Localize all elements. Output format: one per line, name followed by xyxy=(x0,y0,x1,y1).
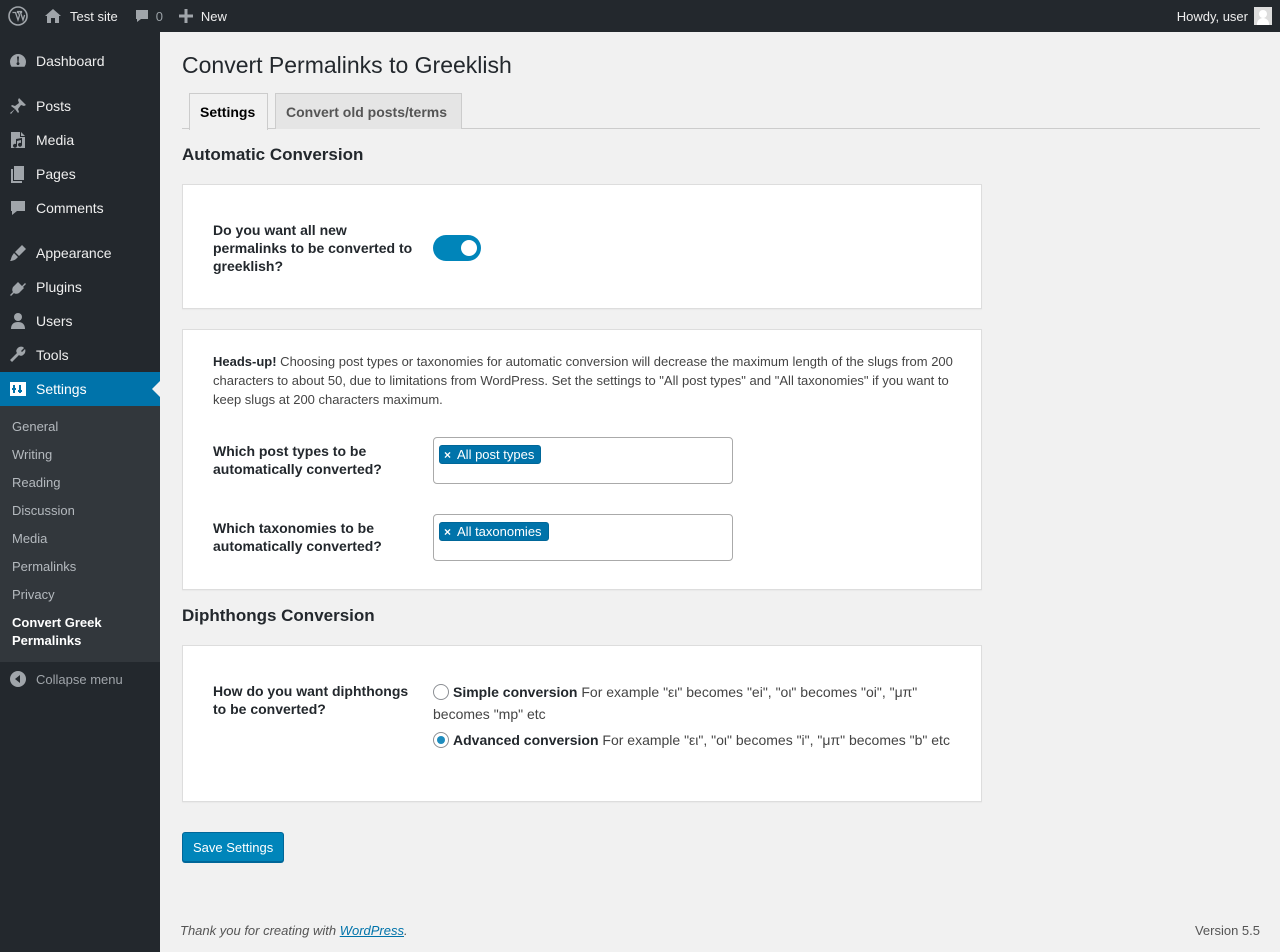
sidebar-item-label: Appearance xyxy=(36,245,112,261)
footer-version: Version 5.5 xyxy=(1194,923,1260,938)
new-label: New xyxy=(200,8,227,24)
comment-icon xyxy=(134,8,150,24)
advanced-conversion-radio[interactable] xyxy=(433,732,449,748)
taxonomies-chip-label: All taxonomies xyxy=(457,524,542,539)
advanced-conversion-title: Advanced conversion xyxy=(453,732,599,748)
taxonomies-select[interactable] xyxy=(433,514,733,561)
sidebar-item-label: Users xyxy=(36,313,73,329)
sidebar-item-comments[interactable] xyxy=(0,191,160,225)
admin-bar xyxy=(0,0,1280,32)
sidebar-item-pages[interactable] xyxy=(0,157,160,191)
auto-convert-label: Do you want all new permalinks to be converted to greeklish? xyxy=(213,222,413,274)
nav-tabs xyxy=(182,93,1260,129)
tab-convert-old-posts[interactable]: Convert old posts/terms xyxy=(275,93,462,129)
submenu-convert-greek-permalinks[interactable]: Convert Greek Permalinks xyxy=(12,615,102,648)
taxonomies-label: Which taxonomies to be automatically converted? xyxy=(213,520,382,554)
submenu-permalinks[interactable]: Permalinks xyxy=(12,559,77,574)
heads-up-strong: Heads-up! xyxy=(213,354,277,369)
home-icon xyxy=(44,8,62,24)
simple-conversion-radio[interactable] xyxy=(433,684,449,700)
plug-icon xyxy=(0,277,36,297)
taxonomies-chip[interactable] xyxy=(439,522,549,541)
sidebar-item-users[interactable] xyxy=(0,304,160,338)
sidebar-item-label: Tools xyxy=(36,347,69,363)
save-settings-button[interactable]: Save Settings xyxy=(182,832,284,862)
pages-icon xyxy=(0,164,36,184)
user-icon xyxy=(0,311,36,331)
site-name: Test site xyxy=(70,8,118,24)
post-types-chip-label: All post types xyxy=(457,447,535,462)
collapse-menu-button[interactable] xyxy=(0,666,160,692)
toggle-knob xyxy=(461,240,477,256)
howdy-text: Howdy, user xyxy=(1176,8,1248,24)
sidebar-item-label: Dashboard xyxy=(36,53,105,69)
footer-thanks-prefix: Thank you for creating with xyxy=(180,923,340,938)
simple-conversion-title: Simple conversion xyxy=(453,684,578,700)
auto-convert-toggle[interactable] xyxy=(433,235,481,261)
remove-chip-icon[interactable]: × xyxy=(444,447,452,462)
avatar xyxy=(1254,7,1272,25)
comment-icon xyxy=(0,198,36,218)
sidebar-item-media[interactable] xyxy=(0,123,160,157)
sidebar-item-posts[interactable] xyxy=(0,89,160,123)
diphthongs-heading: Diphthongs Conversion xyxy=(182,606,375,625)
submenu-discussion[interactable]: Discussion xyxy=(12,503,75,518)
sidebar-item-label: Pages xyxy=(36,166,76,182)
automatic-conversion-heading: Automatic Conversion xyxy=(182,145,364,164)
heads-up-text: Choosing post types or taxonomies for automatic conversion will decrease the maximum length of the slugs from 200 characters to about 50, due to limitations from WordPress. Set the settings to "All post types" and "All taxonomies" if you want to keep slugs at 200 characters maximum. xyxy=(213,354,953,407)
main-content xyxy=(160,32,1280,952)
dashboard-icon xyxy=(0,51,36,71)
submenu-privacy[interactable]: Privacy xyxy=(12,587,55,602)
settings-icon xyxy=(0,379,36,399)
diphthongs-label: How do you want diphthongs to be converted? xyxy=(213,683,409,717)
collapse-arrow-icon xyxy=(0,670,36,688)
sidebar-item-label: Comments xyxy=(36,200,104,216)
diphthongs-card xyxy=(182,645,982,802)
settings-submenu xyxy=(0,406,160,662)
submenu-writing[interactable]: Writing xyxy=(12,447,53,462)
sidebar-item-label: Settings xyxy=(36,381,87,397)
post-types-label: Which post types to be automatically converted? xyxy=(213,443,382,477)
comments-count: 0 xyxy=(155,8,163,24)
simple-conversion-desc: For example "ει" becomes "ei", "οι" becomes "oi", "μπ" becomes "mp" etc xyxy=(433,684,918,722)
tab-settings[interactable]: Settings xyxy=(189,93,268,130)
simple-conversion-option[interactable] xyxy=(433,681,953,725)
wrench-icon xyxy=(0,345,36,365)
media-icon xyxy=(0,130,36,150)
sidebar-item-plugins[interactable] xyxy=(0,270,160,304)
comments-link[interactable] xyxy=(126,0,171,32)
sidebar-item-tools[interactable] xyxy=(0,338,160,372)
sidebar-item-dashboard[interactable] xyxy=(0,44,160,78)
submenu-reading[interactable]: Reading xyxy=(12,475,61,490)
post-types-select[interactable] xyxy=(433,437,733,484)
sidebar-item-label: Media xyxy=(36,132,75,148)
wordpress-link[interactable]: WordPress xyxy=(339,923,404,938)
footer-thanks-suffix: . xyxy=(404,923,408,938)
collapse-menu-label: Collapse menu xyxy=(36,671,123,687)
automatic-conversion-card xyxy=(182,184,982,309)
wordpress-logo-icon[interactable] xyxy=(0,0,36,32)
brush-icon xyxy=(0,243,36,263)
heads-up-notice xyxy=(213,352,953,409)
submenu-general[interactable]: General xyxy=(12,419,59,434)
sidebar-item-label: Plugins xyxy=(36,279,82,295)
advanced-conversion-desc: For example "ει", "οι" becomes "i", "μπ" becomes "b" etc xyxy=(598,732,950,748)
remove-chip-icon[interactable]: × xyxy=(444,524,452,539)
post-types-card xyxy=(182,329,982,590)
sidebar-item-label: Posts xyxy=(36,98,72,114)
new-content-link[interactable] xyxy=(171,0,235,32)
plus-icon xyxy=(179,9,193,23)
sidebar-item-settings[interactable] xyxy=(0,372,160,406)
footer-thanks xyxy=(180,923,408,938)
page-title: Convert Permalinks to Greeklish xyxy=(182,52,512,78)
admin-sidebar xyxy=(0,32,160,952)
my-account-link[interactable] xyxy=(1169,0,1280,32)
advanced-conversion-option[interactable] xyxy=(433,729,953,751)
submenu-media[interactable]: Media xyxy=(12,531,48,546)
site-name-link[interactable] xyxy=(36,0,126,32)
sidebar-item-appearance[interactable] xyxy=(0,236,160,270)
post-types-chip[interactable] xyxy=(439,445,541,464)
pin-icon xyxy=(0,96,36,116)
